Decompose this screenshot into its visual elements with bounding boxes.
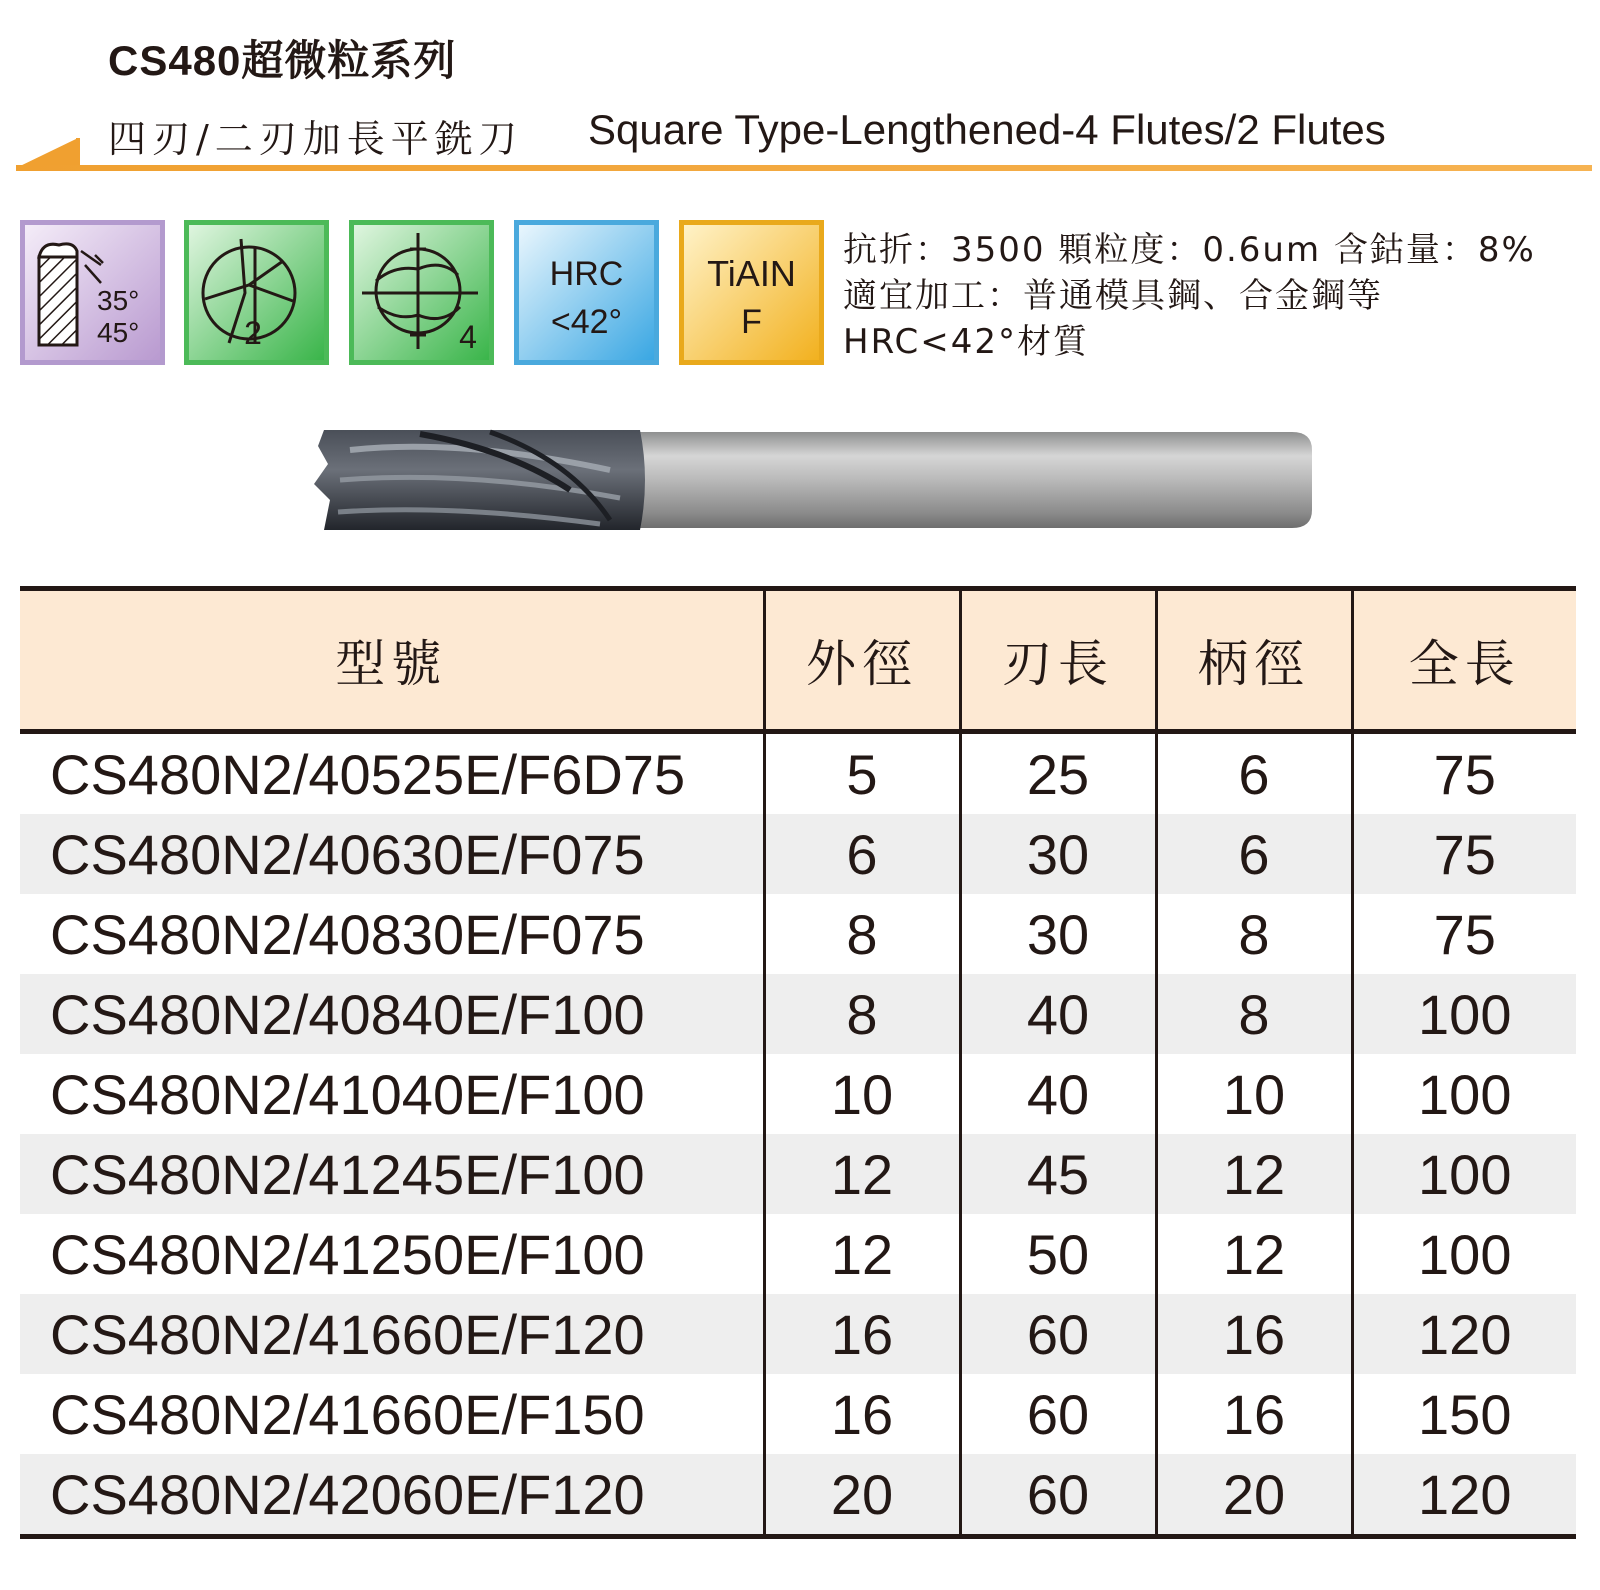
cell-overall-length: 75 [1352,732,1576,815]
header-outer-diameter: 外徑 [764,589,960,732]
cell-overall-length: 120 [1352,1294,1576,1374]
cell-shank-diameter: 8 [1156,974,1352,1054]
cell-shank-diameter: 6 [1156,814,1352,894]
cell-model: CS480N2/41660E/F120 [20,1294,764,1374]
coating-label: TiAIN [707,253,796,294]
cell-outer-diameter: 8 [764,894,960,974]
cell-model: CS480N2/40525E/F6D75 [50,742,686,806]
cell-outer-diameter: 16 [764,1374,960,1454]
table-row [20,1134,1576,1214]
cell-model: CS480N2/41040E/F100 [50,1062,645,1126]
cell-outer-diameter: 6 [764,814,960,894]
hrc-label: HRC [549,255,624,293]
cell-cutting-length: 30 [960,894,1156,974]
table-row [20,974,1576,1054]
spec-line-strength: 抗折：3500 顆粒度：0.6um 含鈷量：8% [843,230,1536,270]
cell-outer-diameter: 20 [764,1454,960,1537]
spec-line-hardness: HRC<42°材質 [843,322,1089,362]
table-row [20,1374,1576,1454]
hrc-value: <42° [550,303,623,341]
cell-cutting-length: 30 [960,814,1156,894]
cell-model: CS480N2/40830E/F075 [50,902,645,966]
header-cutting-length: 刃長 [960,589,1156,732]
cell-overall-length: 120 [1352,1454,1576,1537]
cell-outer-diameter: 5 [764,732,960,815]
table-row [20,1294,1576,1374]
orange-divider-line [16,165,1592,171]
cell-shank-diameter: 8 [1156,894,1352,974]
coating-sub: F [741,303,762,341]
table-row [20,894,1576,974]
coating-tialn-icon [679,220,824,365]
cell-cutting-length: 40 [960,974,1156,1054]
cell-overall-length: 75 [1352,814,1576,894]
cell-cutting-length: 45 [960,1134,1156,1214]
header-overall-length: 全長 [1352,589,1576,732]
spec-line-application: 適宜加工：普通模具鋼、合金鋼等 [843,276,1383,316]
two-flute-count: 2 [244,315,262,351]
table-row [20,1054,1576,1134]
cell-cutting-length: 60 [960,1454,1156,1537]
subtitle-en: Square Type-Lengthened-4 Flutes/2 Flutes [588,106,1386,153]
cell-model: CS480N2/40840E/F100 [20,974,764,1054]
cell-model: CS480N2/41245E/F100 [20,1134,764,1214]
table-row [20,814,1576,894]
cell-shank-diameter: 20 [1156,1454,1352,1537]
cell-outer-diameter: 8 [764,974,960,1054]
end-mill-illustration [310,420,1330,550]
four-flute-icon [349,220,494,365]
cell-overall-length: 75 [1352,894,1576,974]
cell-shank-diameter: 12 [1156,1134,1352,1214]
two-flute-icon [184,220,329,365]
cell-model: CS480N2/41250E/F100 [50,1222,645,1286]
cell-cutting-length: 60 [960,1374,1156,1454]
orange-stub-decoration [76,138,80,168]
cell-overall-length: 150 [1352,1374,1576,1454]
table-row [20,732,1576,815]
table-row [20,1214,1576,1294]
cell-outer-diameter: 12 [764,1134,960,1214]
cell-outer-diameter: 12 [764,1214,960,1294]
table-row [20,1454,1576,1537]
cell-overall-length: 100 [1352,1134,1576,1214]
cell-outer-diameter: 10 [764,1054,960,1134]
cell-cutting-length: 60 [960,1294,1156,1374]
cell-cutting-length: 25 [960,732,1156,815]
header-shank-diameter: 柄徑 [1156,589,1352,732]
cell-model: CS480N2/41660E/F150 [50,1382,645,1446]
cell-overall-length: 100 [1352,1214,1576,1294]
hardness-hrc-icon [514,220,659,365]
cell-overall-length: 100 [1352,974,1576,1054]
table-header-row [20,589,1576,732]
cell-cutting-length: 50 [960,1214,1156,1294]
four-flute-count: 4 [459,319,477,355]
orange-wedge-decoration [16,138,78,168]
cell-shank-diameter: 6 [1156,732,1352,815]
cell-shank-diameter: 16 [1156,1294,1352,1374]
subtitle-zh: 四刃/二刃加長平銑刀 [108,117,523,161]
series-title: CS480超微粒系列 [108,37,457,84]
cell-shank-diameter: 16 [1156,1374,1352,1454]
cell-shank-diameter: 10 [1156,1054,1352,1134]
header-model: 型號 [20,589,764,732]
cell-model: CS480N2/42060E/F120 [20,1454,764,1537]
cell-shank-diameter: 12 [1156,1214,1352,1294]
helix-angle-icon [20,220,165,365]
cell-model: CS480N2/40630E/F075 [20,814,764,894]
cell-overall-length: 100 [1352,1054,1576,1134]
helix-angle-35: 35° [97,285,140,316]
cell-outer-diameter: 16 [764,1294,960,1374]
cell-cutting-length: 40 [960,1054,1156,1134]
spec-table [20,586,1576,1539]
helix-angle-45: 45° [97,317,140,348]
